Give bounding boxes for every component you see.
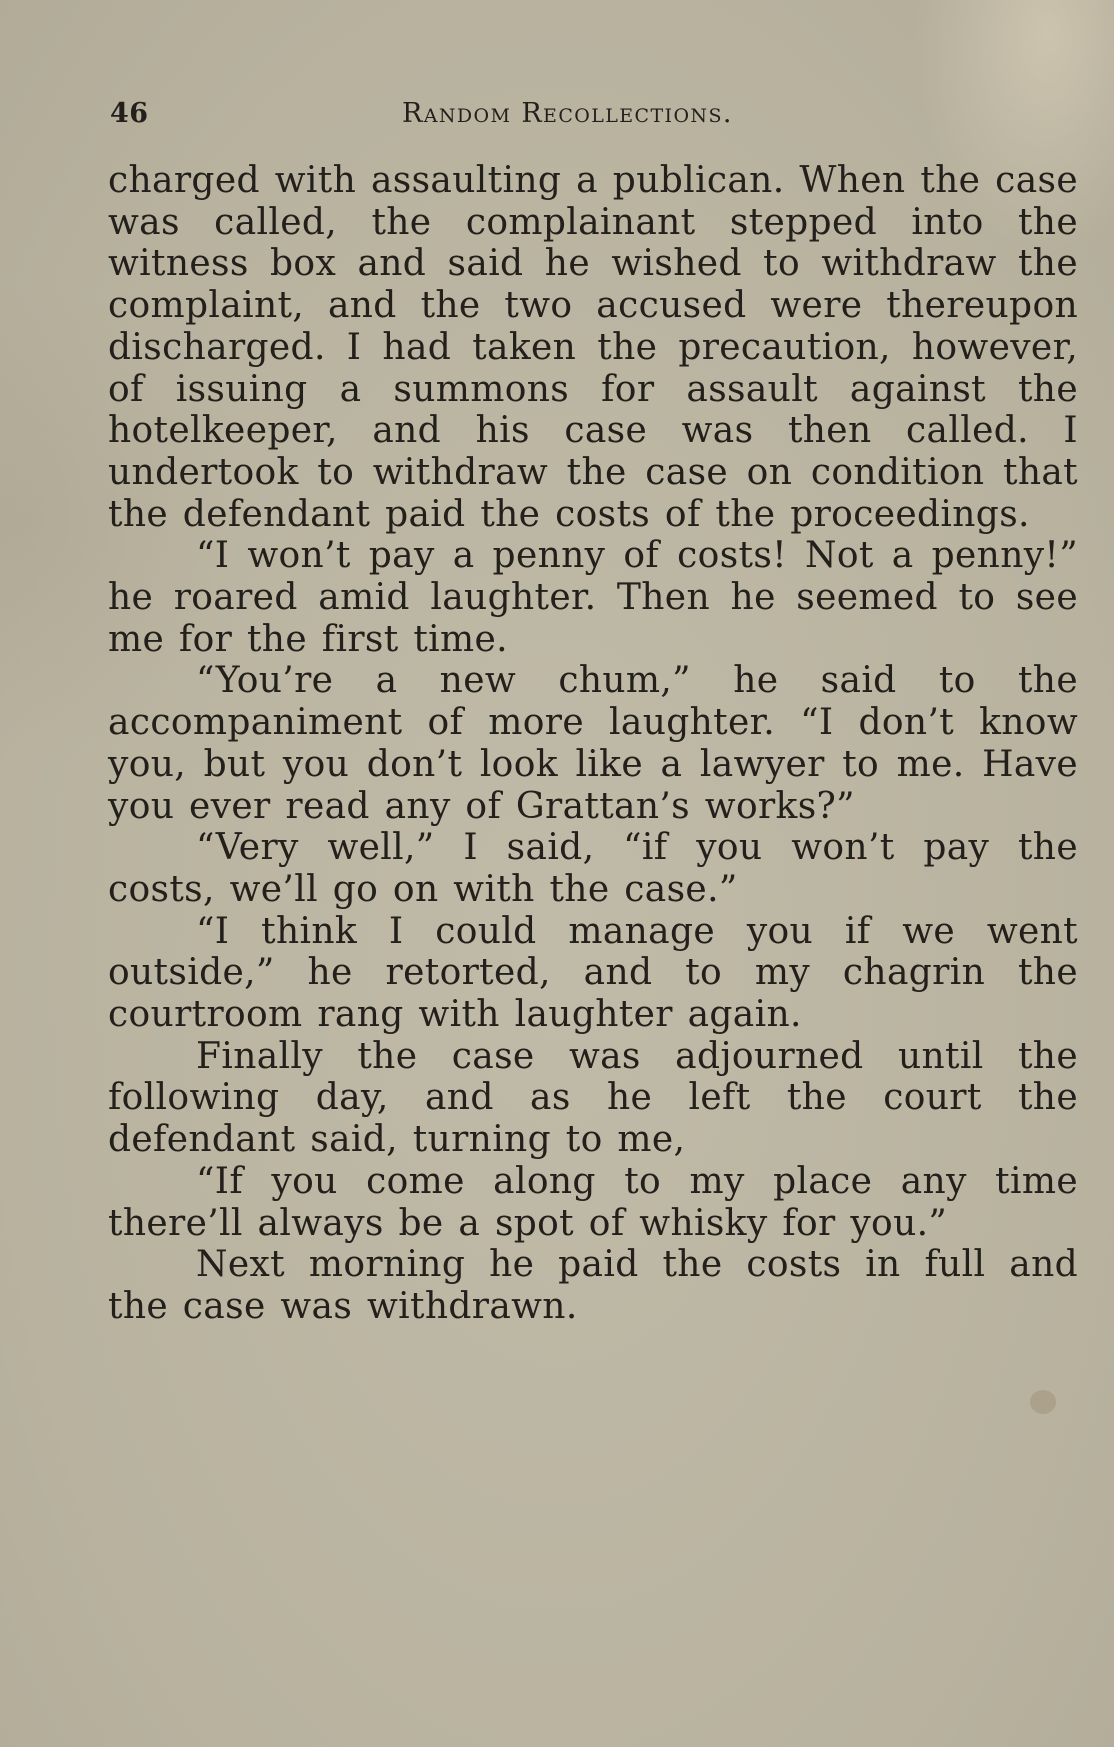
body-text (108, 160, 1078, 1328)
paper-stain (1030, 1390, 1056, 1414)
paragraph-1: charged with assaulting a publican. When the case was called, the complainant stepped into the witness box and said he wished to withdraw the complaint, and the two accused were thereupon discharged. I had taken the precaution, however, of issuing a summons for assault against the hotelkeeper, and his case was then called. I undertook to withdraw the case on condition that the defendant paid the costs of the proceedings. (108, 160, 1078, 535)
paragraph-8: Next morning he paid the costs in full and the case was withdrawn. (108, 1244, 1078, 1327)
running-head: Random Recollections. (402, 98, 733, 129)
page-number: 46 (110, 98, 149, 129)
paragraph-3: “You’re a new chum,” he said to the accompaniment of more laughter. “I don’t know you, but you don’t look like a lawyer to me. Have you ever read any of Grattan’s works?” (108, 660, 1078, 827)
paragraph-5: “I think I could manage you if we went outside,” he retorted, and to my chagrin the courtroom rang with laughter again. (108, 910, 1078, 1036)
paragraph-7: “If you come along to my place any time there’ll always be a spot of whisky for you.” (108, 1160, 1078, 1244)
paragraph-2: “I won’t pay a penny of costs! Not a penny!” he roared amid laughter. Then he seemed to see me for the first time. (108, 535, 1078, 660)
paragraph-6: Finally the case was adjourned until the following day, and as he left the court the defendant said, turning to me, (108, 1035, 1078, 1161)
paragraph-4: “Very well,” I said, “if you won’t pay the costs, we’ll go on with the case.” (108, 827, 1078, 910)
page-header (110, 98, 1078, 142)
